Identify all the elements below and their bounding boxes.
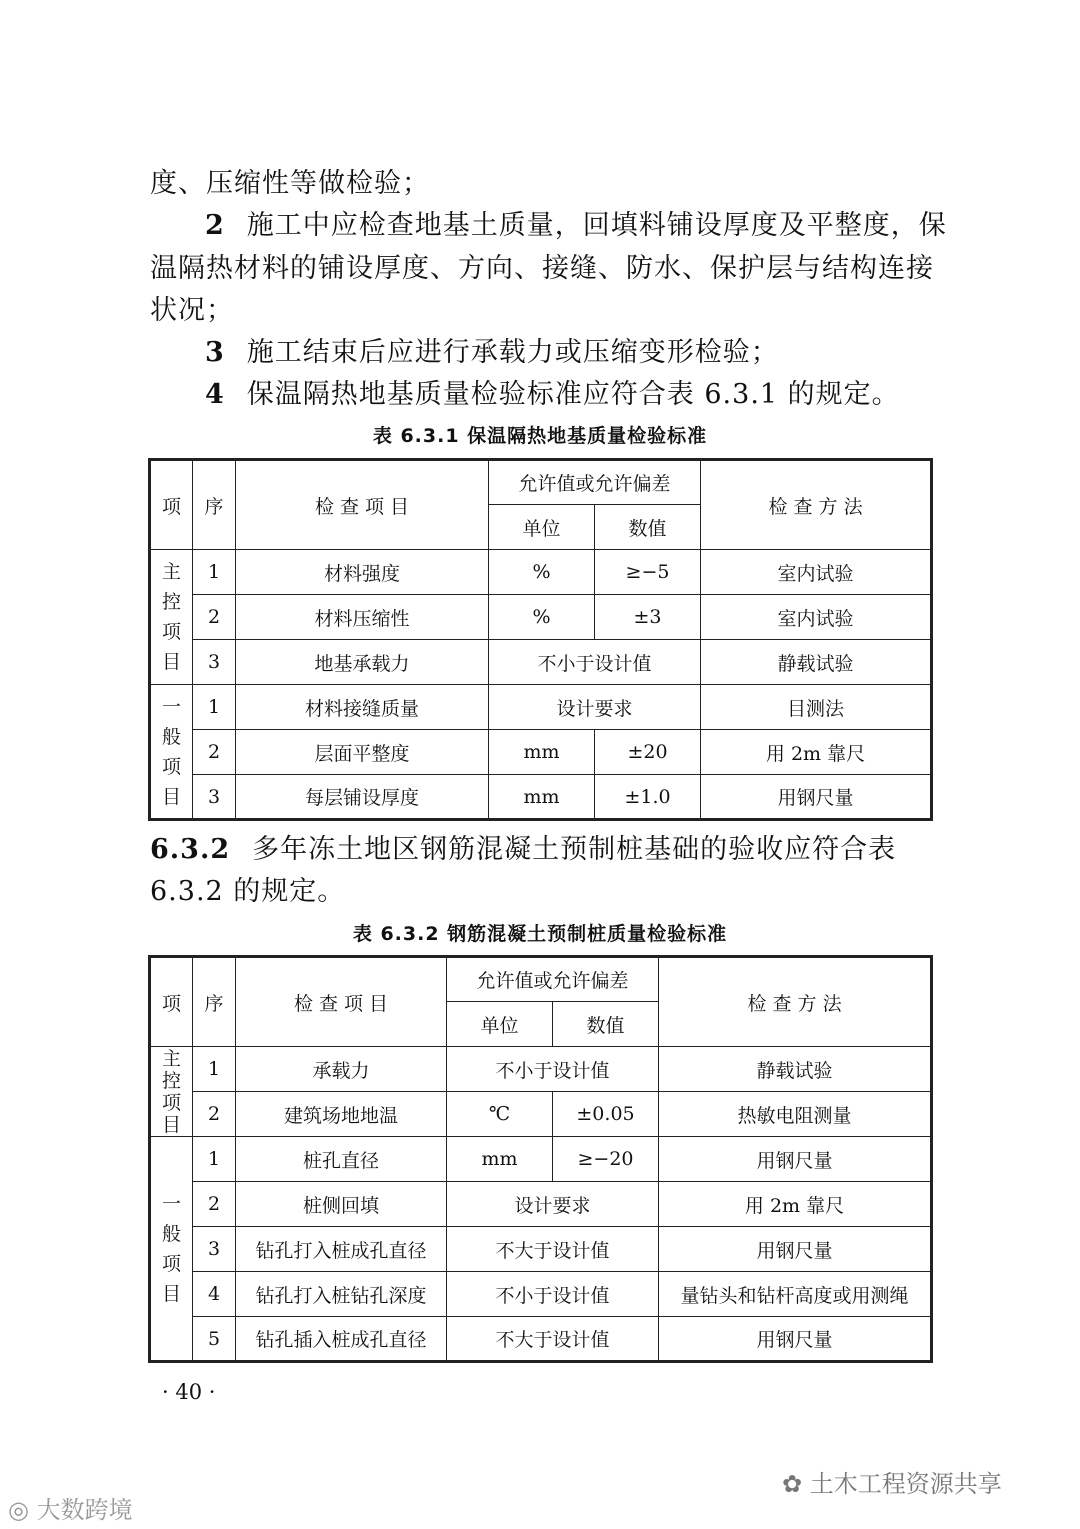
row-item: 每层铺设厚度 bbox=[236, 775, 489, 820]
row-method: 用 2m 靠尺 bbox=[659, 1182, 932, 1227]
row-seq: 2 bbox=[193, 1092, 236, 1137]
paragraph-2: 2 施工中应检查地基土质量，回填料铺设厚度及平整度，保 bbox=[205, 210, 947, 241]
row-item: 材料压缩性 bbox=[236, 595, 489, 640]
header-allowance: 允许值或允许偏差 bbox=[489, 460, 701, 505]
table-6-3-1 bbox=[148, 458, 933, 821]
row-item: 承载力 bbox=[236, 1047, 447, 1092]
header-seq: 序 bbox=[193, 957, 236, 1047]
header-unit: 单位 bbox=[447, 1002, 553, 1047]
row-allowance-merged: 设计要求 bbox=[447, 1182, 659, 1227]
header-allowance: 允许值或允许偏差 bbox=[447, 957, 659, 1002]
row-unit: mm bbox=[489, 775, 595, 820]
header-seq: 序 bbox=[193, 460, 236, 550]
row-item: 地基承载力 bbox=[236, 640, 489, 685]
row-method: 用 2m 靠尺 bbox=[701, 730, 932, 775]
row-seq: 1 bbox=[193, 1137, 236, 1182]
item-number: 3 bbox=[205, 337, 225, 368]
row-item: 材料接缝质量 bbox=[236, 685, 489, 730]
row-seq: 1 bbox=[193, 685, 236, 730]
row-unit: % bbox=[489, 595, 595, 640]
row-method: 量钻头和钻杆高度或用测绳 bbox=[659, 1272, 932, 1317]
row-seq: 5 bbox=[193, 1317, 236, 1362]
row-allowance-merged: 不小于设计值 bbox=[447, 1047, 659, 1092]
row-value: ±20 bbox=[595, 730, 701, 775]
table-caption: 表 6.3.1 保温隔热地基质量检验标准 bbox=[372, 425, 708, 447]
row-value: ±1.0 bbox=[595, 775, 701, 820]
row-allowance-merged: 不小于设计值 bbox=[489, 640, 701, 685]
header-unit: 单位 bbox=[489, 505, 595, 550]
paragraph-line: 度、压缩性等做检验； bbox=[150, 168, 430, 199]
table-6-3-2 bbox=[148, 955, 933, 1363]
header-method: 检 查 方 法 bbox=[659, 957, 932, 1047]
row-item: 材料强度 bbox=[236, 550, 489, 595]
row-seq: 3 bbox=[193, 775, 236, 820]
row-item: 钻孔打入桩成孔直径 bbox=[236, 1227, 447, 1272]
row-unit: mm bbox=[447, 1137, 553, 1182]
header-item: 检 查 项 目 bbox=[236, 957, 447, 1047]
row-unit: % bbox=[489, 550, 595, 595]
group-general: 一 般 项 目 bbox=[150, 1137, 193, 1362]
row-seq: 2 bbox=[193, 730, 236, 775]
page-number: · 40 · bbox=[162, 1380, 216, 1404]
row-unit: ℃ bbox=[447, 1092, 553, 1137]
paragraph-line: 6.3.2 的规定。 bbox=[150, 876, 346, 907]
row-value: ±3 bbox=[595, 595, 701, 640]
header-type: 项 bbox=[150, 957, 193, 1047]
row-unit: mm bbox=[489, 730, 595, 775]
item-number: 4 bbox=[205, 379, 225, 410]
header-item: 检 查 项 目 bbox=[236, 460, 489, 550]
row-item: 桩孔直径 bbox=[236, 1137, 447, 1182]
paragraph-4: 4 保温隔热地基质量检验标准应符合表 6.3.1 的规定。 bbox=[205, 379, 900, 410]
paragraph-3: 3 施工结束后应进行承载力或压缩变形检验； bbox=[205, 337, 779, 368]
row-method: 用钢尺量 bbox=[659, 1227, 932, 1272]
group-general: 一 般 项 目 bbox=[150, 685, 193, 820]
row-item: 建筑场地地温 bbox=[236, 1092, 447, 1137]
paragraph-line: 状况； bbox=[150, 295, 234, 326]
clause-number: 6.3.2 bbox=[150, 834, 231, 865]
row-seq: 3 bbox=[193, 1227, 236, 1272]
row-seq: 4 bbox=[193, 1272, 236, 1317]
row-seq: 2 bbox=[193, 595, 236, 640]
row-value: ≥−5 bbox=[595, 550, 701, 595]
row-item: 钻孔打入桩钻孔深度 bbox=[236, 1272, 447, 1317]
row-item: 层面平整度 bbox=[236, 730, 489, 775]
row-method: 目测法 bbox=[701, 685, 932, 730]
row-method: 用钢尺量 bbox=[659, 1137, 932, 1182]
header-value: 数值 bbox=[553, 1002, 659, 1047]
row-allowance-merged: 不小于设计值 bbox=[447, 1272, 659, 1317]
header-type: 项 bbox=[150, 460, 193, 550]
row-method: 热敏电阻测量 bbox=[659, 1092, 932, 1137]
row-seq: 1 bbox=[193, 1047, 236, 1092]
wechat-icon: ✿ bbox=[782, 1470, 810, 1498]
row-seq: 3 bbox=[193, 640, 236, 685]
row-allowance-merged: 不大于设计值 bbox=[447, 1227, 659, 1272]
item-number: 2 bbox=[205, 210, 225, 241]
watermark-left: ◎ 大数跨境 bbox=[8, 1496, 133, 1524]
table-caption: 表 6.3.2 钢筋混凝土预制桩质量检验标准 bbox=[352, 923, 728, 945]
row-method: 静载试验 bbox=[701, 640, 932, 685]
row-method: 室内试验 bbox=[701, 595, 932, 640]
header-value: 数值 bbox=[595, 505, 701, 550]
clause-6-3-2: 6.3.2 多年冻土地区钢筋混凝土预制桩基础的验收应符合表 bbox=[150, 834, 897, 865]
watermark-right: ✿ 土木工程资源共享 bbox=[782, 1470, 1002, 1498]
row-method: 室内试验 bbox=[701, 550, 932, 595]
logo-icon: ◎ bbox=[8, 1496, 37, 1524]
row-value: ≥−20 bbox=[553, 1137, 659, 1182]
row-value: ±0.05 bbox=[553, 1092, 659, 1137]
row-method: 用钢尺量 bbox=[701, 775, 932, 820]
row-seq: 2 bbox=[193, 1182, 236, 1227]
paragraph-line: 温隔热材料的铺设厚度、方向、接缝、防水、保护层与结构连接 bbox=[150, 253, 934, 284]
row-method: 静载试验 bbox=[659, 1047, 932, 1092]
group-main-control: 主 控 项 目 bbox=[150, 1047, 193, 1137]
row-method: 用钢尺量 bbox=[659, 1317, 932, 1362]
row-seq: 1 bbox=[193, 550, 236, 595]
row-item: 桩侧回填 bbox=[236, 1182, 447, 1227]
row-allowance-merged: 设计要求 bbox=[489, 685, 701, 730]
header-method: 检 查 方 法 bbox=[701, 460, 932, 550]
row-allowance-merged: 不大于设计值 bbox=[447, 1317, 659, 1362]
group-main-control: 主 控 项 目 bbox=[150, 550, 193, 685]
row-item: 钻孔插入桩成孔直径 bbox=[236, 1317, 447, 1362]
